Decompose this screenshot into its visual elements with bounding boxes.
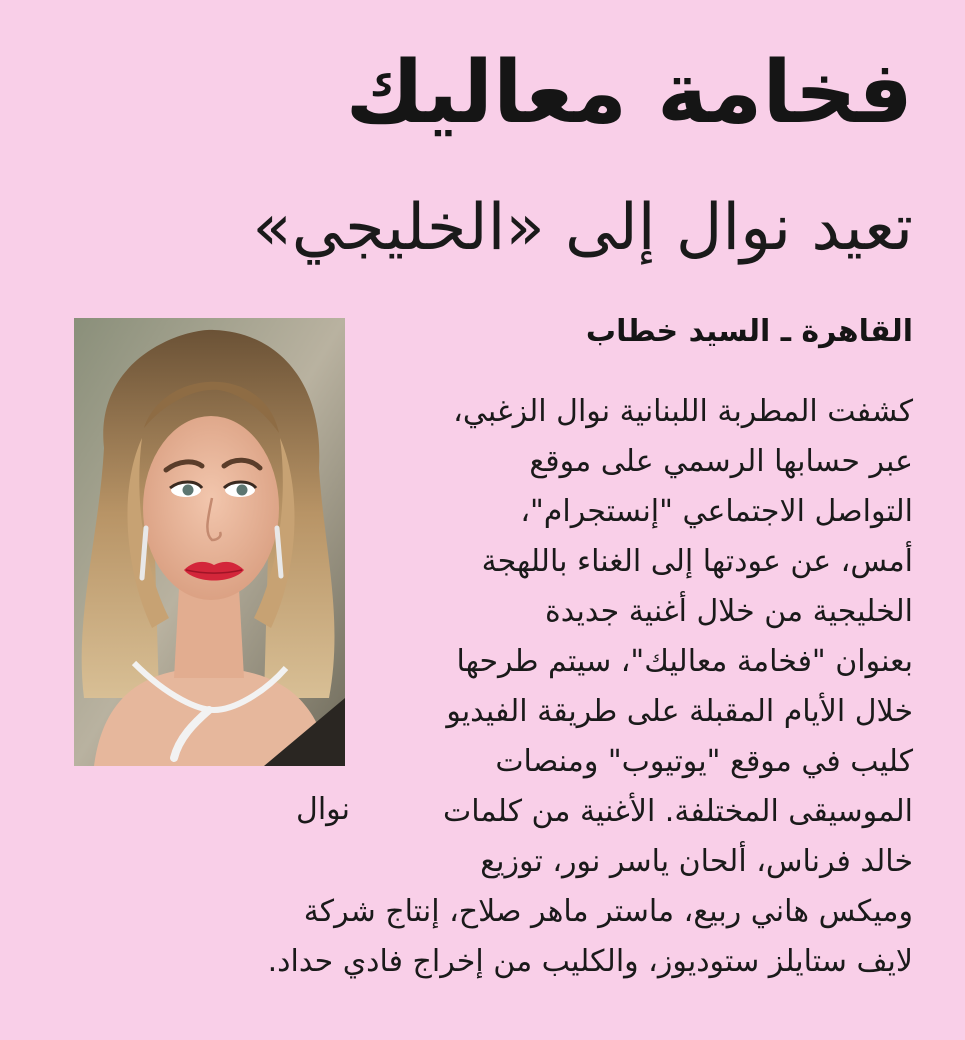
body-line: الخليجية من خلال أغنية جديدة [545, 594, 913, 629]
body-line: كشفت المطربة اللبنانية نوال الزغبي، [453, 394, 913, 429]
headline: فخامة معاليك [345, 43, 913, 143]
portrait-photo [74, 318, 345, 766]
photo-caption: نوال [296, 792, 350, 827]
body-line: لايف ستايلز ستوديوز، والكليب من إخراج فادي حداد. [267, 944, 913, 979]
body-line: خالد فرناس، ألحان ياسر نور، توزيع [480, 844, 913, 879]
body-line: خلال الأيام المقبلة على طريقة الفيديو [446, 694, 913, 729]
body-line: بعنوان "فخامة معاليك"، سيتم طرحها [456, 644, 913, 679]
body-line: التواصل الاجتماعي "إنستجرام"، [520, 494, 913, 529]
body-line: عبر حسابها الرسمي على موقع [529, 444, 913, 479]
body-line: الموسيقى المختلفة. الأغنية من كلمات [443, 794, 913, 829]
body-line: أمس، عن عودتها إلى الغناء باللهجة [481, 544, 913, 579]
body-line: كليب في موقع "يوتيوب" ومنصات [495, 744, 913, 779]
body-line: وميكس هاني ربيع، ماستر ماهر صلاح، إنتاج شركة [303, 894, 913, 929]
byline: القاهرة ـ السيد خطاب [585, 314, 913, 349]
subheadline: تعيد نوال إلى «الخليجي» [252, 191, 913, 265]
